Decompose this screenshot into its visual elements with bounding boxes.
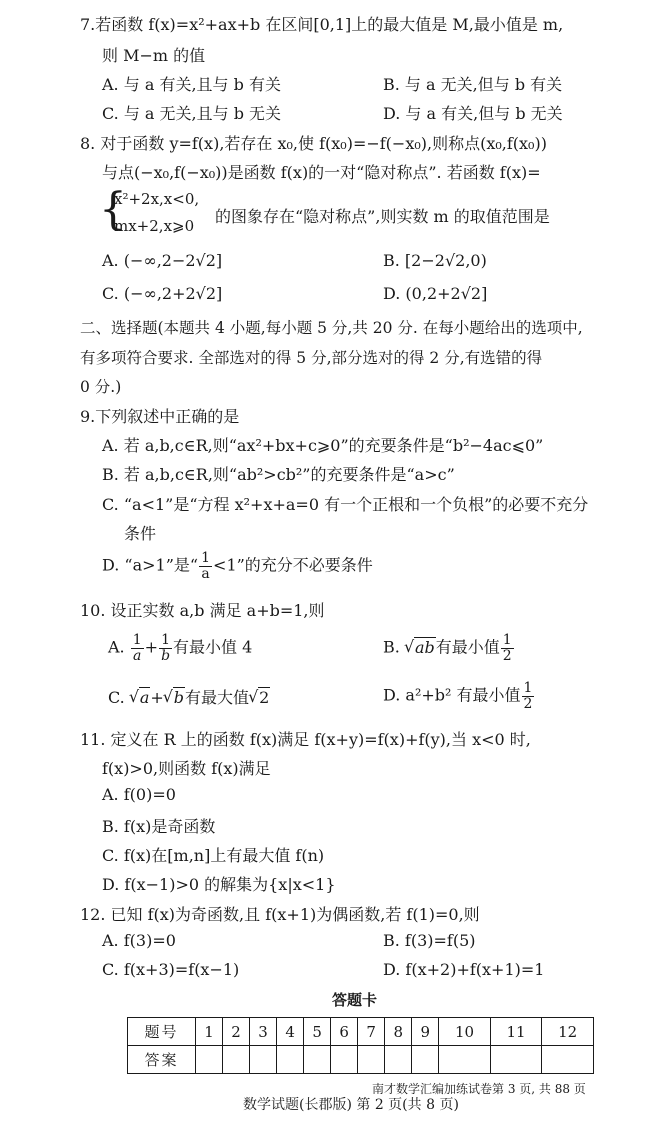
- q10-option-b: B. √ ab有最小值 $\frac{1}{2}$: [383, 633, 515, 663]
- q10-option-d: [383, 681, 535, 711]
- q7-stem-line1: 7.若函数 f(x)=x²+ax+b 在区间[0,1]上的最大值是 M,最小值是 m,: [80, 15, 564, 34]
- q10-b-text: 有最小值: [435, 637, 500, 657]
- answer-card-number: 9: [412, 1018, 439, 1046]
- answer-card-number: 11: [490, 1018, 542, 1046]
- q12-option-b: B. f(3)=f(5): [383, 931, 476, 950]
- q7-option-b: B. 与 a 无关,但与 b 有关: [383, 75, 563, 94]
- q8-option-c: C. (−∞,2+2√2]: [102, 284, 223, 303]
- q9-d-num: 1: [201, 550, 211, 566]
- answer-card-answer-row: [128, 1046, 594, 1074]
- answer-cell: [358, 1046, 385, 1074]
- q7-option-a: A. 与 a 有关,且与 b 有关: [102, 75, 281, 94]
- sqrt-a: √ a: [130, 688, 151, 707]
- q7-option-d: D. 与 a 有关,但与 b 无关: [383, 104, 563, 123]
- answer-cell: [439, 1046, 491, 1074]
- section2-line3: 0 分.): [80, 378, 122, 396]
- q11-stem-line2: f(x)>0,则函数 f(x)满足: [102, 759, 271, 778]
- answer-cell: [223, 1046, 250, 1074]
- q8-piece2: mx+2,x⩾0: [114, 217, 195, 235]
- q9-d-fraction: [199, 551, 212, 581]
- answer-card-number: 10: [439, 1018, 491, 1046]
- frac-half-b: $\frac{1}{2}$: [502, 632, 512, 664]
- answer-cell: [331, 1046, 358, 1074]
- piecewise-brace: {: [99, 184, 127, 235]
- answer-cell: [277, 1046, 304, 1074]
- q10-option-a: A. $\frac{1}{a}$ + $\frac{1}{b}$ 有最小值 4: [108, 632, 253, 664]
- answer-cell: [250, 1046, 277, 1074]
- answer-card-number: 2: [223, 1018, 250, 1046]
- q8-option-a: A. (−∞,2−2√2]: [102, 251, 223, 270]
- answer-card-number: 6: [331, 1018, 358, 1046]
- answer-card-number: 3: [250, 1018, 277, 1046]
- sqrt-ab: √ ab: [405, 638, 436, 657]
- q9-d-prefix: D. “a>1”是“: [102, 555, 199, 575]
- frac-1-over-b: $\frac{1}{b}$: [161, 632, 171, 664]
- frac-1-over-a: $\frac{1}{a}$: [132, 632, 142, 664]
- answer-card-table: [127, 1017, 594, 1074]
- sqrt-b: √ b: [164, 688, 185, 707]
- answer-card-number: 12: [542, 1018, 594, 1046]
- answer-card-title: 答题卡: [332, 991, 378, 1009]
- answer-cell: [385, 1046, 412, 1074]
- q10-option-c: C. √ a+√ b有最大值√ 2: [108, 685, 270, 708]
- sqrt-2: √ 2: [249, 688, 270, 707]
- q10-d-text: D. a²+b² 有最小值: [383, 685, 521, 705]
- q10-stem: 10. 设正实数 a,b 满足 a+b=1,则: [80, 601, 325, 620]
- q11-option-a: A. f(0)=0: [102, 785, 176, 804]
- q8-piece1: x²+2x,x<0,: [114, 190, 200, 208]
- answer-cell: [304, 1046, 331, 1074]
- section2-line2: 有多项符合要求. 全部选对的得 5 分,部分选对的得 2 分,有选错的得: [80, 349, 543, 367]
- q8-option-b: B. [2−2√2,0): [383, 251, 487, 270]
- q9-option-c-line2: 条件: [124, 524, 157, 543]
- q12-option-a: A. f(3)=0: [102, 931, 176, 950]
- answer-card-number-label: 题号: [128, 1018, 196, 1046]
- q11-stem-line1: 11. 定义在 R 上的函数 f(x)满足 f(x+y)=f(x)+f(y),当 x<0 时,: [80, 730, 531, 749]
- answer-card-number: 8: [385, 1018, 412, 1046]
- q12-option-d: D. f(x+2)+f(x+1)=1: [383, 960, 545, 979]
- q8-stem-line1: 8. 对于函数 y=f(x),若存在 x₀,使 f(x₀)=−f(−x₀),则称点(x₀,f(x₀)): [80, 134, 547, 153]
- q10-c-text: 有最大值: [185, 688, 250, 707]
- q10-a-text: 有最小值 4: [173, 637, 253, 657]
- q9-option-a: A. 若 a,b,c∈R,则“ax²+bx+c⩾0”的充要条件是“b²−4ac⩽0”: [102, 436, 544, 455]
- page-footer: 数学试题(长郡版) 第 2 页(共 8 页): [243, 1097, 459, 1113]
- answer-card-number: 7: [358, 1018, 385, 1046]
- answer-card-number: 1: [196, 1018, 223, 1046]
- answer-cell: [412, 1046, 439, 1074]
- q12-option-c: C. f(x+3)=f(x−1): [102, 960, 240, 979]
- q8-stem-line2: 与点(−x₀,f(−x₀))是函数 f(x)的一对“隐对称点”. 若函数 f(x)=: [102, 163, 541, 182]
- answer-card-number-row: [128, 1018, 594, 1046]
- q12-stem: 12. 已知 f(x)为奇函数,且 f(x+1)为偶函数,若 f(1)=0,则: [80, 905, 480, 924]
- watermark-text: 南才数学汇编加练试卷第 3 页, 共 88 页: [372, 1082, 586, 1096]
- q9-option-c-line1: C. “a<1”是“方程 x²+x+a=0 有一个正根和一个负根”的必要不充分: [102, 495, 589, 514]
- q9-stem: 9.下列叙述中正确的是: [80, 407, 240, 426]
- answer-cell: [542, 1046, 594, 1074]
- q8-option-d: D. (0,2+2√2]: [383, 284, 488, 303]
- q9-d-suffix: <1”的充分不必要条件: [213, 555, 373, 575]
- q11-option-d: D. f(x−1)>0 的解集为{x|x<1}: [102, 875, 336, 894]
- frac-half-d: $\frac{1}{2}$: [523, 680, 533, 712]
- answer-cell: [196, 1046, 223, 1074]
- answer-cell: [490, 1046, 542, 1074]
- q9-option-b: B. 若 a,b,c∈R,则“ab²>cb²”的充要条件是“a>c”: [102, 465, 455, 484]
- answer-card-number: 4: [277, 1018, 304, 1046]
- q11-option-c: C. f(x)在[m,n]上有最大值 f(n): [102, 846, 325, 865]
- answer-card-answer-label: 答案: [128, 1046, 196, 1074]
- answer-card-number: 5: [304, 1018, 331, 1046]
- q9-d-den: a: [201, 565, 210, 582]
- q7-stem-line2: 则 M−m 的值: [102, 46, 206, 65]
- section2-line1: 二、选择题(本题共 4 小题,每小题 5 分,共 20 分. 在每小题给出的选项中,: [80, 319, 583, 337]
- q11-option-b: B. f(x)是奇函数: [102, 817, 216, 836]
- q9-option-d: [102, 551, 373, 581]
- q8-stem-line3: 的图象存在“隐对称点”,则实数 m 的取值范围是: [215, 207, 550, 226]
- q7-option-c: C. 与 a 无关,且与 b 无关: [102, 104, 282, 123]
